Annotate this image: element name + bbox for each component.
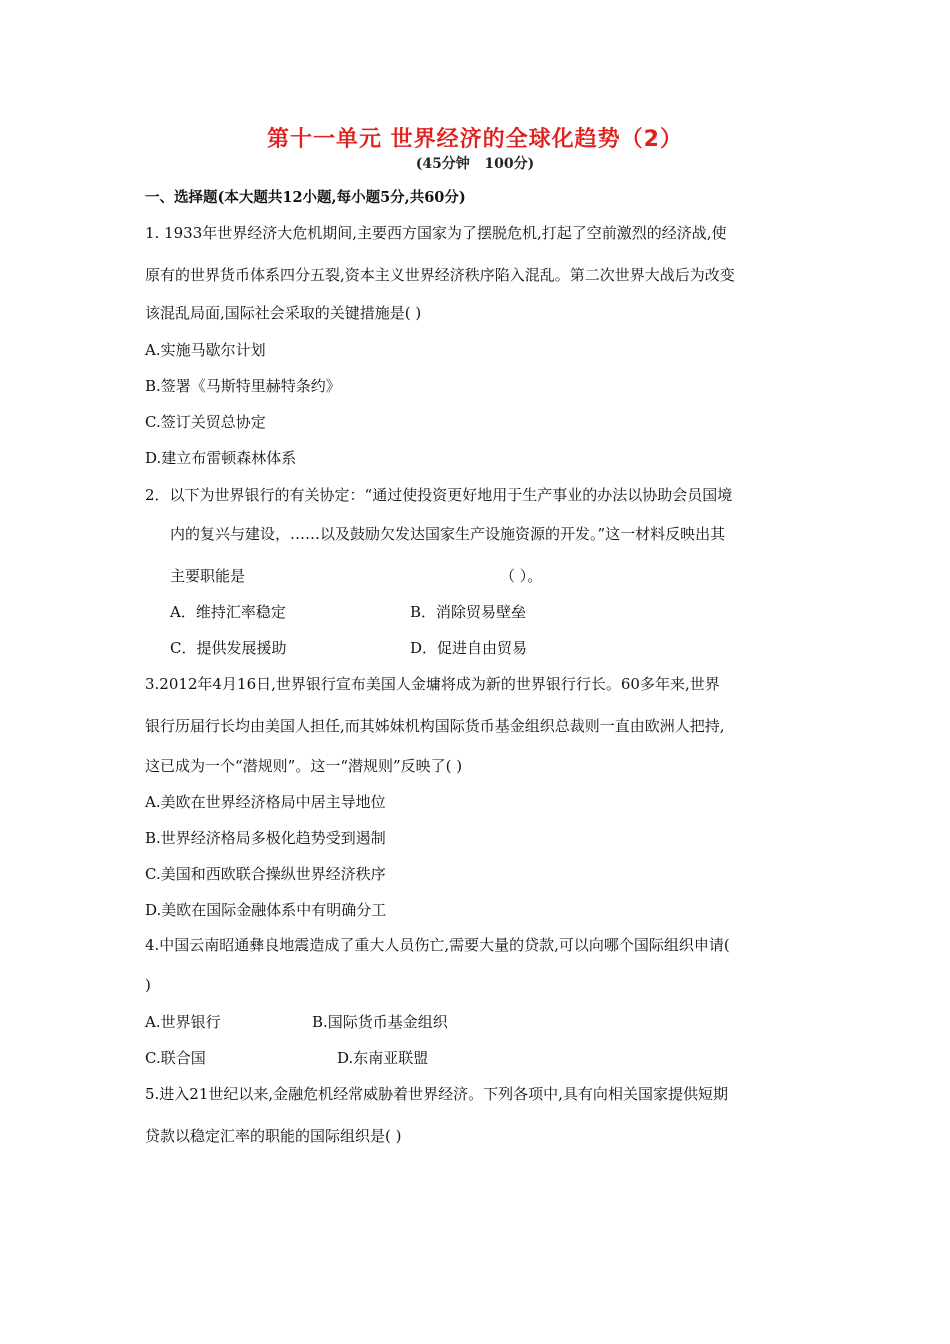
question-2-stem-line-3: 主要职能是	[170, 567, 246, 585]
question-2-option-d: D．促进自由贸易	[410, 639, 528, 657]
question-1-stem-line-1: 1. 1933年世界经济大危机期间,主要西方国家为了摆脱危机,打起了空前激烈的经济战,使	[145, 224, 727, 242]
question-2-stem-line-1: 2．以下为世界银行的有关协定：“通过使投资更好地用于生产事业的办法以协助会员国境	[145, 486, 733, 504]
question-1-option-b: B.签署《马斯特里赫特条约》	[145, 377, 341, 395]
question-4-stem-line-2: )	[145, 976, 151, 994]
question-2-answer-blank: （ ）。	[500, 567, 543, 585]
question-4-option-d: D.东南亚联盟	[337, 1049, 429, 1067]
question-1-stem-line-3: 该混乱局面,国际社会采取的关键措施是( )	[145, 304, 422, 322]
question-4-stem-line-1: 4.中国云南昭通彝良地震造成了重大人员伤亡,需要大量的贷款,可以向哪个国际组织申请(	[145, 936, 730, 954]
question-1-option-a: A.实施马歇尔计划	[145, 341, 266, 359]
question-1-option-d: D.建立布雷顿森林体系	[145, 449, 297, 467]
question-4-option-b: B.国际货币基金组织	[312, 1013, 448, 1031]
question-4-option-a: A.世界银行	[145, 1013, 221, 1031]
question-5-stem-line-2: 贷款以稳定汇率的职能的国际组织是( )	[145, 1127, 402, 1145]
question-2-option-b: B．消除贸易壁垒	[410, 603, 527, 621]
question-3-option-d: D.美欧在国际金融体系中有明确分工	[145, 901, 387, 919]
question-3-option-c: C.美国和西欧联合操纵世界经济秩序	[145, 865, 386, 883]
question-2-option-a: A．维持汇率稳定	[170, 603, 286, 621]
question-3-option-a: A.美欧在世界经济格局中居主导地位	[145, 793, 386, 811]
question-3-stem-line-2: 银行历届行长均由美国人担任,而其姊妹机构国际货币基金组织总裁则一直由欧洲人把持,	[145, 717, 725, 735]
question-1-option-c: C.签订关贸总协定	[145, 413, 266, 431]
question-3-stem-line-3: 这已成为一个“潜规则”。这一“潜规则”反映了( )	[145, 757, 463, 775]
question-3-option-b: B.世界经济格局多极化趋势受到遏制	[145, 829, 386, 847]
question-5-stem-line-1: 5.进入21世纪以来,金融危机经常威胁着世界经济。下列各项中,具有向相关国家提供短期	[145, 1085, 728, 1103]
question-3-stem-line-1: 3.2012年4月16日,世界银行宣布美国人金墉将成为新的世界银行行长。60多年来,世界	[145, 675, 720, 693]
question-4-option-c: C.联合国	[145, 1049, 206, 1067]
page-title: 第十一单元 世界经济的全球化趋势（2）	[267, 127, 683, 152]
question-2-stem-line-2: 内的复兴与建设，……以及鼓励欠发达国家生产设施资源的开发。”这一材料反映出其	[170, 525, 726, 543]
page-subtitle: (45分钟 100分)	[415, 156, 535, 172]
section-heading: 一、选择题(本大题共12小题,每小题5分,共60分)	[145, 189, 466, 206]
question-2-option-c: C．提供发展援助	[170, 639, 287, 657]
question-1-stem-line-2: 原有的世界货币体系四分五裂,资本主义世界经济秩序陷入混乱。第二次世界大战后为改变	[145, 266, 735, 284]
